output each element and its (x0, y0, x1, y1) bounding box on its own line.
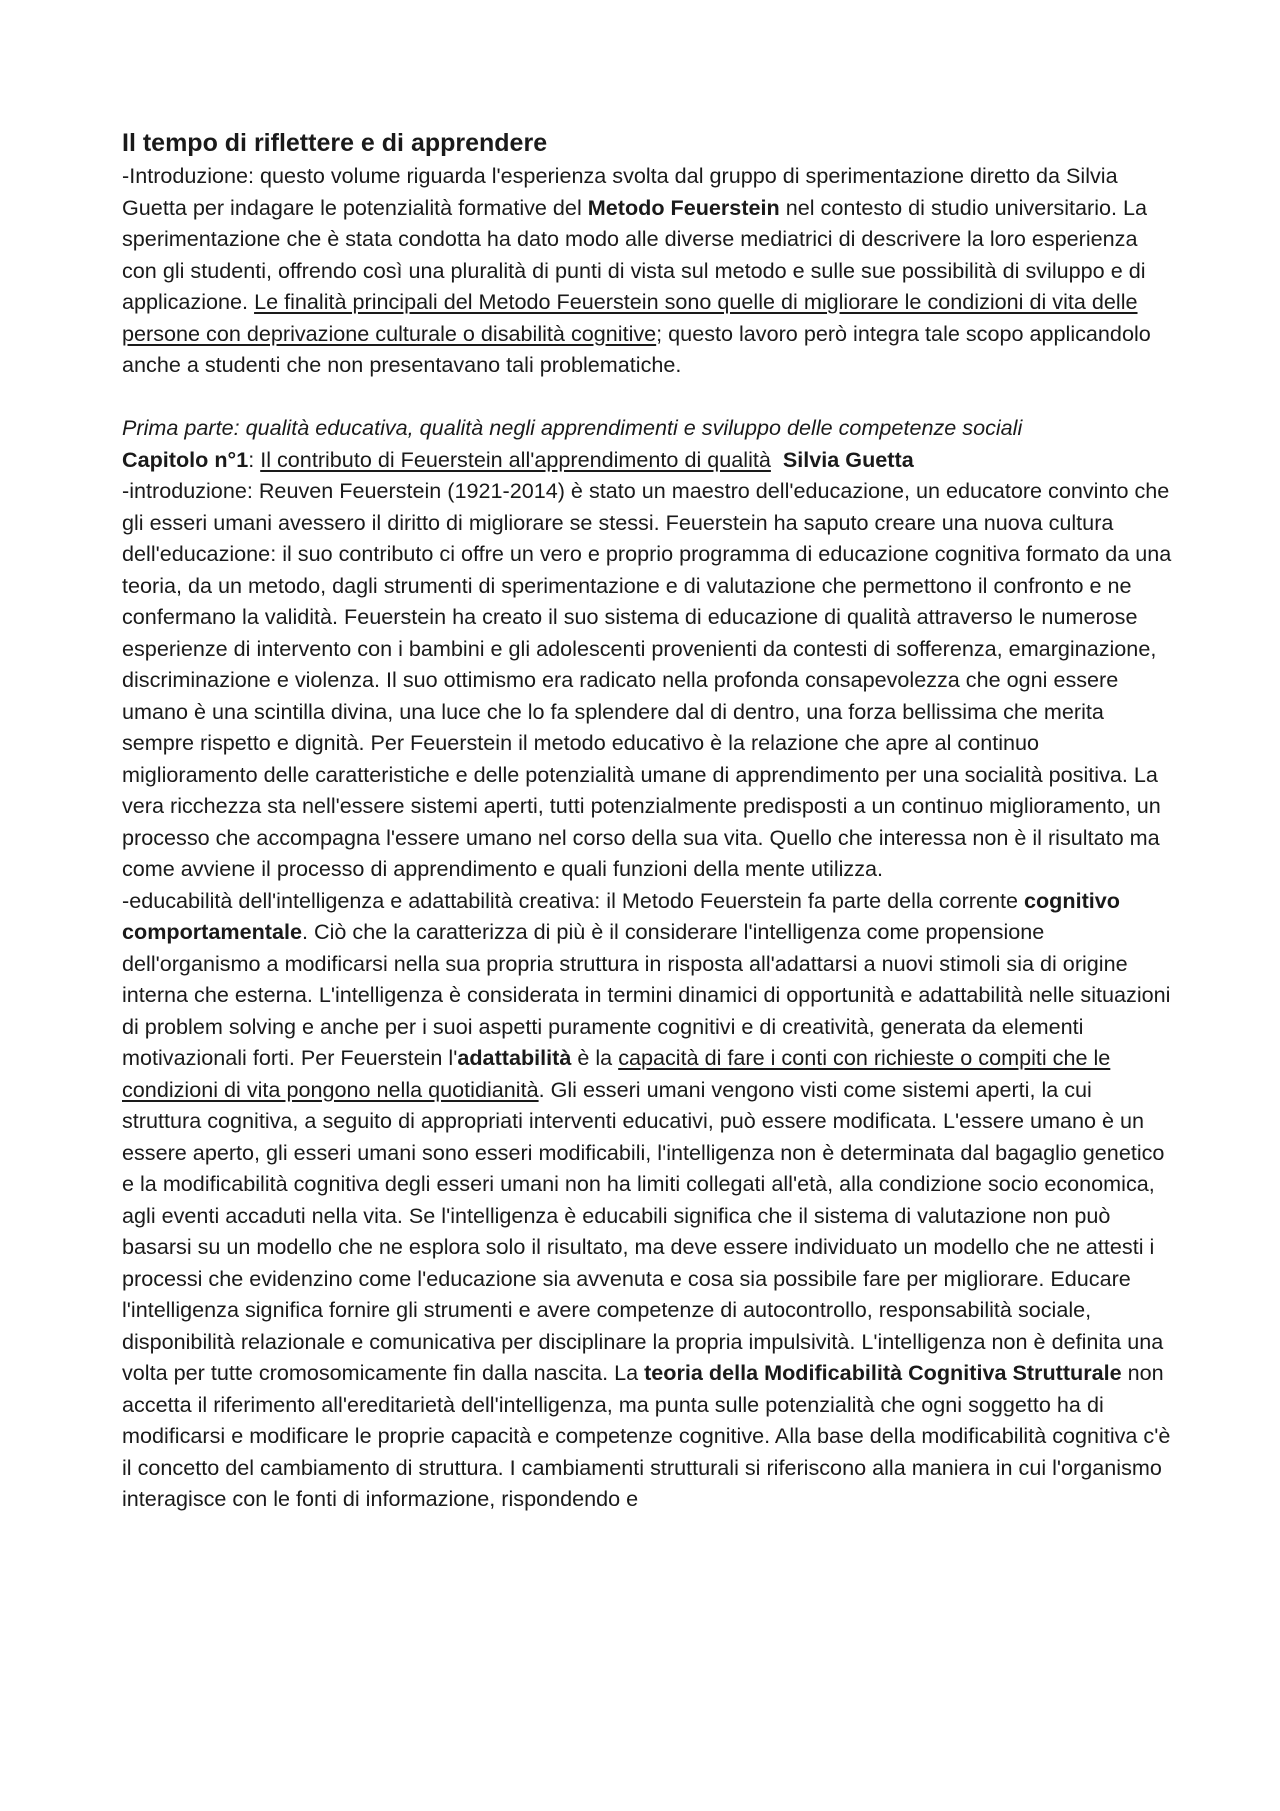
educability-paragraph (122, 885, 1172, 1515)
document-title: Il tempo di riflettere e di apprendere (122, 129, 548, 157)
intro-text-2: nel contesto di studio universitario. La sperimentazione che è stata condotta ha dato modo alle diverse mediatrici di descrivere la loro esperienza con gli studenti, offrendo così una pluralità di punti di vista sul metodo e sulle sue possibilità di sviluppo e di applicazione. (122, 194, 1148, 314)
adattabilita-definition-underlined: capacità di fare i conti con richieste o compiti che le condizioni di vita pongono nella quotidianità (122, 1045, 1111, 1102)
intro-underlined-text: Le finalità principali del Metodo Feuerstein sono quelle di migliorare le condizioni di vita delle persone con deprivazione culturale o disabilità cognitive (122, 289, 1138, 346)
paragraph-gap (122, 381, 1172, 413)
intro-paragraph (122, 160, 1172, 381)
educability-text-3: è la (571, 1045, 619, 1070)
chapter-title: Il contributo di Feuerstein all'apprendimento di qualità (260, 446, 771, 472)
intro-text-3: ; questo lavoro però integra tale scopo applicandolo anche a studenti che non presentavano tali problematiche. (122, 320, 1151, 377)
cognitivo-comportamentale-bold: cognitivo comportamentale (122, 887, 1120, 944)
part-heading: Prima parte: qualità educativa, qualità negli apprendimenti e sviluppo delle competenze sociali (122, 415, 1023, 440)
metodo-feuerstein-bold: Metodo Feuerstein (587, 194, 780, 220)
educability-text-2: . Ciò che la caratterizza di più è il considerare l'intelligenza come propensione dell'organismo a modificarsi nella sua propria struttura in risposta all'adattarsi a nuovi stimoli sia di origine interna che esterna. L'intelligenza è considerata in termini dinamici di opportunità e adattabilità nelle situazioni di problem solving e anche per i suoi aspetti puramente cognitivi e di creatività, generata da elementi motivazionali forti. Per Feuerstein l' (122, 919, 1171, 1070)
adattabilita-bold: adattabilità (457, 1045, 572, 1070)
chapter-separator: : (248, 446, 261, 472)
document-page (122, 126, 1172, 1515)
educability-text-4: . Gli esseri umani vengono visti come sistemi aperti, la cui struttura cognitiva, a seguito di appropriati interventi educativi, può essere modificata. L'essere umano è un essere aperto, gli esseri umani sono esseri modificabili, l'intelligenza non è determinata dal bagaglio genetico e la modificabilità cognitiva degli esseri umani non ha limiti collegati all'età, alla condizione socio economica, agli eventi accaduti nella vita. Se l'intelligenza è educabili significa che il sistema di valutazione non può basarsi su un modello che ne esplora solo il risultato, ma deve essere individuato un modello che ne attesti i processi che evidenzino come l'educazione sia avvenuta e cosa sia possibile fare per migliorare. Educare l'intelligenza significa fornire gli strumenti e avere competenze di autocontrollo, responsabilità sociale, disponibilità relazionale e comunicativa per disciplinare la propria impulsività. L'intelligenza non è definita una volta per tutte cromosomicamente fin dalla nascita. La (122, 1076, 1165, 1385)
educability-text-1: -educabilità dell'intelligenza e adattabilità creativa: il Metodo Feuerstein fa parte della corrente (122, 887, 1024, 913)
chapter-author: Silvia Guetta (782, 446, 914, 472)
chapter-intro-paragraph: -introduzione: Reuven Feuerstein (1921-2014) è stato un maestro dell'educazione, un educatore convinto che gli esseri umani avessero il diritto di migliorare se stessi. Feuerstein ha saputo creare una nuova cultura dell'educazione: il suo contributo ci offre un vero e proprio programma di educazione cognitiva formato da una teoria, da un metodo, dagli strumenti di sperimentazione e di valutazione che permettono il confronto e ne confermano la validità. Feuerstein ha creato il suo sistema di educazione di qualità attraverso le numerose esperienze di intervento con i bambini e gli adolescenti provenienti da contesti di sofferenza, emarginazione, discriminazione e violenza. Il suo ottimismo era radicato nella profonda consapevolezza che ogni essere umano è una scintilla divina, una luce che lo fa splendere dal di dentro, una forza bellissima che merita sempre rispetto e dignità. Per Feuerstein il metodo educativo è la relazione che apre al continuo miglioramento delle caratteristiche e delle potenzialità umane di apprendimento per una socialità positiva. La vera ricchezza sta nell'essere sistemi aperti, tutti potenzialmente predisposti a un continuo miglioramento, un processo che accompagna l'essere umano nel corso della sua vita. Quello che interessa non è il risultato ma come avviene il processo di apprendimento e quali funzioni della mente utilizza. (122, 478, 1172, 881)
educability-text-5: non accetta il riferimento all'ereditarietà dell'intelligenza, ma punta sulle potenzialità che ogni soggetto ha di modificarsi e modificare le proprie capacità e competenze cognitive. Alla base della modificabilità cognitiva c'è il concetto del cambiamento di struttura. I cambiamenti strutturali si riferiscono alla maniera in cui l'organismo interagisce con le fonti di informazione, rispondendo e (122, 1360, 1171, 1511)
intro-text-1: -Introduzione: questo volume riguarda l'esperienza svolta dal gruppo di sperimentazione diretto da Silvia Guetta per indagare le potenzialità formative del (122, 163, 1118, 220)
teoria-modificabilita-bold: teoria della Modificabilità Cognitiva Strutturale (644, 1360, 1122, 1385)
chapter-heading (122, 444, 1172, 476)
chapter-label: Capitolo n°1 (122, 446, 249, 472)
